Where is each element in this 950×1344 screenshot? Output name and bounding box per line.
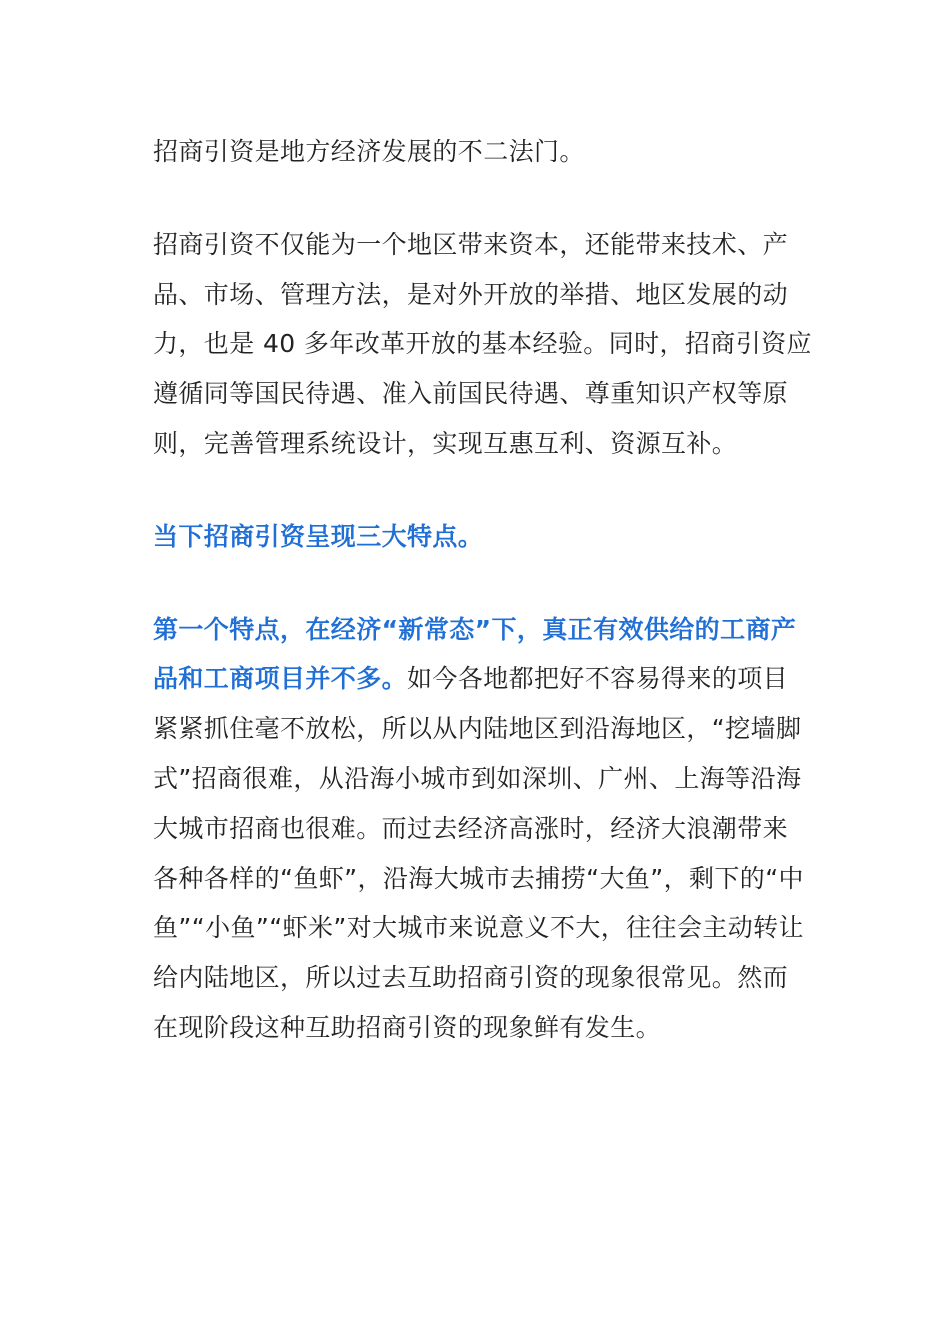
article-body — [153, 127, 813, 1053]
first-feature-highlight: 第一个特点，在经济“新常态”下，真正有效供给的工商产品和工商项目并不多。 — [153, 614, 797, 694]
section-heading: 当下招商引资呈现三大特点。 — [153, 521, 484, 551]
paragraph-benefits: 招商引资不仅能为一个地区带来资本，还能带来技术、产品、市场、管理方法，是对外开放的举措、地区发展的动力，也是 40 多年改革开放的基本经验。同时，招商引资应遵循同等国民待遇、准入前国民待遇、尊重知识产权等原则，完善管理系统设计，实现互惠互利、资源互补。 — [153, 229, 812, 458]
paragraph-gap — [153, 469, 813, 512]
paragraph-gap — [153, 562, 813, 605]
paragraph-first-feature — [153, 605, 813, 1053]
paragraph-gap — [153, 177, 813, 220]
paragraph-intro: 招商引资是地方经济发展的不二法门。 — [153, 137, 585, 166]
first-feature-body: 如今各地都把好不容易得来的项目紧紧抓住毫不放松，所以从内陆地区到沿海地区，“挖墙脚式”招商很难，从沿海小城市到如深圳、广州、上海等沿海大城市招商也很难。而过去经济高涨时，经济大浪潮带来各种各样的“鱼虾”，沿海大城市去捕捞“大鱼”，剩下的“中鱼”“小鱼”“虾米”对大城市来说意义不大，往往会主动转让给内陆地区，所以过去互助招商引资的现象很常见。然而在现阶段这种互助招商引资的现象鲜有发生。 — [153, 664, 804, 1042]
